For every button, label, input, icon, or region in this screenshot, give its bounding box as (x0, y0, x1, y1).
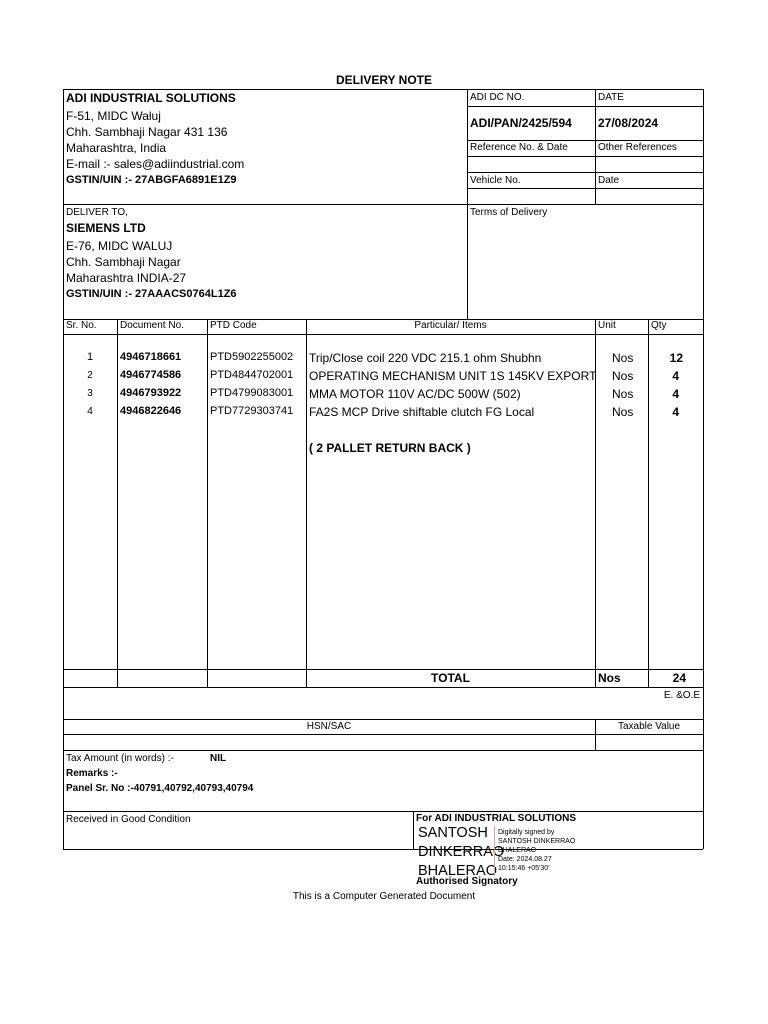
row-sr-no: 2 (87, 370, 93, 381)
row-unit: Nos (612, 387, 634, 401)
consignee-address-line: Maharashtra INDIA-27 (66, 271, 187, 285)
supplier-gstin: GSTIN/UIN :- 27ABGFA6891E1Z9 (66, 174, 237, 186)
row-document-no: 4946822646 (120, 405, 182, 417)
digital-signature-line: SANTOSH DINKERRAO (498, 838, 576, 845)
supplier-address-line: Chh. Sambhaji Nagar 431 136 (66, 125, 228, 139)
row-ptd-code: PTD4799083001 (210, 387, 294, 399)
row-sr-no: 3 (87, 388, 93, 399)
supplier-name: ADI INDUSTRIAL SOLUTIONS (66, 91, 236, 105)
row-item: FA2S MCP Drive shiftable clutch FG Local (309, 405, 535, 419)
deliver-to-label: DELIVER TO, (66, 207, 128, 218)
signer-name-line: DINKERRAO (418, 844, 505, 860)
tax-amount-words-value: NIL (210, 753, 227, 764)
panel-serial-numbers: Panel Sr. No :-40791,40792,40793,40794 (66, 783, 254, 794)
computer-generated-note: This is a Computer Generated Document (292, 891, 476, 902)
document-title: DELIVERY NOTE (335, 73, 433, 87)
total-qty: 24 (672, 671, 686, 685)
row-item: MMA MOTOR 110V AC/DC 500W (502) (309, 387, 521, 401)
col-header-sr-no: Sr. No. (66, 320, 97, 331)
digital-signature-line: Digitally signed by (498, 829, 555, 836)
supplier-email: E-mail :- sales@adiindustrial.com (66, 157, 245, 171)
vehicle-label: Vehicle No. (470, 175, 521, 186)
eoe-note: E. &O.E (663, 690, 700, 701)
row-unit: Nos (612, 351, 634, 365)
row-qty: 12 (669, 351, 683, 365)
other-references-label: Other References (598, 142, 677, 153)
consignee-address-line: Chh. Sambhaji Nagar (66, 255, 181, 269)
row-item: OPERATING MECHANISM UNIT 1S 145KV EXPORT (309, 369, 597, 383)
dc-no-label: ADI DC NO. (470, 92, 525, 103)
col-header-ptd-code: PTD Code (210, 320, 257, 331)
pallet-return-note: ( 2 PALLET RETURN BACK ) (309, 441, 471, 455)
vehicle-date-label: Date (598, 175, 620, 186)
signature-divider (494, 826, 495, 876)
row-ptd-code: PTD5902255002 (210, 351, 294, 363)
digital-signature-line: Date: 2024.08.27 (498, 856, 552, 863)
row-document-no: 4946793922 (120, 387, 182, 399)
supplier-address-line: F-51, MIDC Waluj (66, 109, 161, 123)
signer-name-line: BHALERAO (418, 863, 497, 879)
supplier-address-line: Maharashtra, India (66, 141, 167, 155)
row-unit: Nos (612, 369, 634, 383)
reference-label: Reference No. & Date (470, 142, 568, 153)
dc-no-value: ADI/PAN/2425/594 (470, 116, 572, 130)
row-unit: Nos (612, 405, 634, 419)
row-qty: 4 (672, 369, 679, 383)
row-ptd-code: PTD4844702001 (210, 369, 294, 381)
signer-name-line: SANTOSH (418, 825, 488, 841)
remarks-label: Remarks :- (66, 768, 118, 779)
total-label: TOTAL (431, 671, 470, 685)
row-qty: 4 (672, 387, 679, 401)
col-header-qty: Qty (651, 320, 667, 331)
consignee-gstin: GSTIN/UIN :- 27AAACS0764L1Z6 (66, 288, 237, 300)
row-item: Trip/Close coil 220 VDC 215.1 ohm Shubhn (309, 351, 542, 365)
row-document-no: 4946774586 (120, 369, 182, 381)
total-unit: Nos (598, 671, 621, 685)
for-company-label: For ADI INDUSTRIAL SOLUTIONS (416, 813, 576, 824)
row-sr-no: 1 (86, 351, 94, 363)
col-header-unit: Unit (598, 320, 616, 331)
date-value: 27/08/2024 (598, 116, 659, 130)
hsn-sac-label: HSN/SAC (306, 721, 352, 732)
taxable-value-label: Taxable Value (617, 721, 681, 732)
row-qty: 4 (672, 405, 679, 419)
col-header-particular: Particular/ Items (414, 320, 487, 331)
row-sr-no: 4 (87, 406, 93, 417)
tax-amount-words-label: Tax Amount (in words) :- (66, 753, 174, 764)
consignee-address-line: E-76, MIDC WALUJ (66, 239, 173, 253)
authorised-signatory-label: Authorised Signatory (416, 876, 518, 887)
terms-of-delivery-label: Terms of Delivery (470, 207, 548, 218)
consignee-name: SIEMENS LTD (66, 221, 146, 235)
digital-signature-line: BHALERAO (498, 847, 537, 854)
received-in-good-condition: Received in Good Condition (66, 814, 191, 825)
date-label: DATE (598, 92, 624, 103)
digital-signature-line: 10:15:46 +05'30' (498, 865, 550, 872)
col-header-document-no: Document No. (120, 320, 184, 331)
row-document-no: 4946718661 (120, 351, 182, 363)
row-ptd-code: PTD7729303741 (210, 405, 294, 417)
